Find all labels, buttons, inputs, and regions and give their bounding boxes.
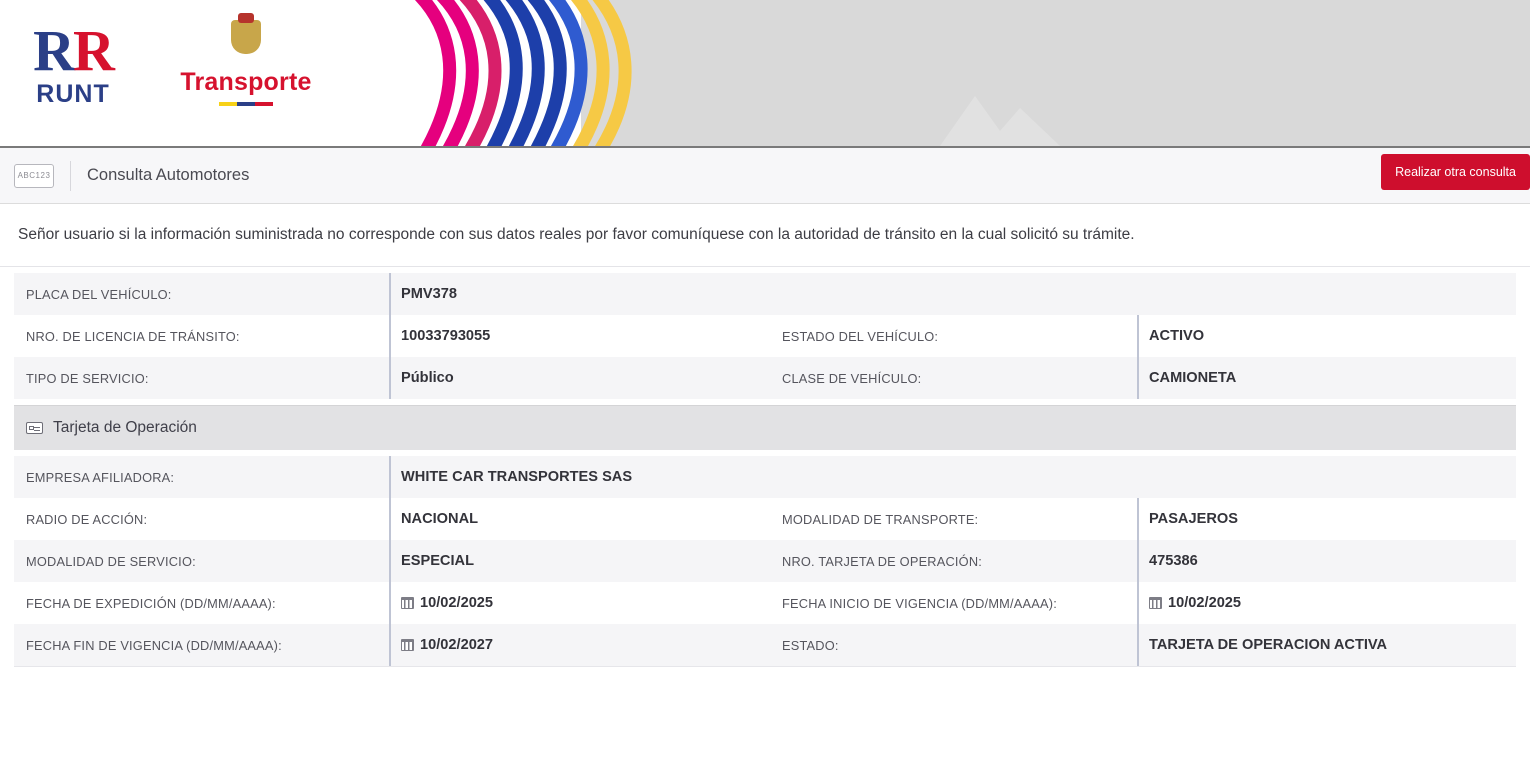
operation-card-icon xyxy=(26,422,43,434)
field-value-text: 10033793055 xyxy=(401,328,491,344)
field-value xyxy=(389,273,1516,315)
colombia-ribbon-icon xyxy=(395,0,695,148)
field-value xyxy=(389,540,770,582)
field-label: NRO. DE LICENCIA DE TRÁNSITO: xyxy=(26,328,240,344)
field-value-text: ACTIVO xyxy=(1149,328,1205,344)
field-value-text: PASAJEROS xyxy=(1149,511,1238,527)
field-label: TIPO DE SERVICIO: xyxy=(26,370,149,386)
field-label: PLACA DEL VEHÍCULO: xyxy=(26,286,172,302)
field-label: NRO. TARJETA DE OPERACIÓN: xyxy=(782,553,983,569)
field-value xyxy=(1137,315,1516,357)
field-value-text: ESPECIAL xyxy=(401,553,474,569)
ministry-transport-logo xyxy=(176,20,316,106)
operation-card-table xyxy=(0,456,1530,666)
field-value-text: 10/02/2025 xyxy=(1168,595,1242,611)
field-value xyxy=(389,498,770,540)
field-value xyxy=(1137,624,1516,666)
field-value-text: CAMIONETA xyxy=(1149,370,1237,386)
field-value-text: NACIONAL xyxy=(401,511,479,527)
field-label: RADIO DE ACCIÓN: xyxy=(26,511,148,527)
field-value-text: 10/02/2025 xyxy=(420,595,494,611)
table-row xyxy=(14,540,1516,582)
field-value-text: TARJETA DE OPERACION ACTIVA xyxy=(1149,637,1388,653)
field-value-text: 475386 xyxy=(1149,553,1198,569)
field-label: FECHA DE EXPEDICIÓN (DD/MM/AAAA): xyxy=(26,595,276,611)
new-query-button[interactable]: Realizar otra consulta xyxy=(1381,154,1530,190)
table-row xyxy=(14,357,1516,399)
field-value xyxy=(389,624,770,666)
field-value xyxy=(389,357,770,399)
field-label: ESTADO DEL VEHÍCULO: xyxy=(782,328,939,344)
field-value xyxy=(389,582,770,624)
table-row xyxy=(14,456,1516,498)
license-plate-icon xyxy=(14,164,54,188)
table-row xyxy=(14,315,1516,357)
vehicle-data-table xyxy=(0,273,1530,399)
field-value-text: PMV378 xyxy=(401,286,457,302)
bottom-divider xyxy=(14,666,1516,667)
page-toolbar xyxy=(0,148,1530,204)
section-title: Tarjeta de Operación xyxy=(53,419,197,436)
runt-monogram-icon xyxy=(18,18,128,83)
license-plate-icon-text: ABC123 xyxy=(17,171,51,180)
header-watermark xyxy=(940,86,1060,146)
runt-logo[interactable] xyxy=(18,18,128,109)
field-label: MODALIDAD DE SERVICIO: xyxy=(26,553,196,569)
runt-wordmark: RUNT xyxy=(36,80,110,108)
colombia-flag-icon xyxy=(219,102,273,106)
page-title: Consulta Automotores xyxy=(87,166,250,184)
table-row xyxy=(14,624,1516,666)
calendar-icon xyxy=(401,639,414,651)
site-header xyxy=(0,0,1530,148)
field-label: EMPRESA AFILIADORA: xyxy=(26,469,175,485)
field-value xyxy=(1137,582,1516,624)
field-value-text: WHITE CAR TRANSPORTES SAS xyxy=(401,469,633,485)
toolbar-divider xyxy=(70,161,71,191)
field-label: FECHA FIN DE VIGENCIA (DD/MM/AAAA): xyxy=(26,637,282,653)
calendar-icon xyxy=(401,597,414,609)
table-row xyxy=(14,582,1516,624)
field-value xyxy=(1137,357,1516,399)
calendar-icon xyxy=(1149,597,1162,609)
user-notice: Señor usuario si la información suministrada no corresponde con sus datos reales por favor comuníquese con la autoridad de tránsito en la cual solicitó su trámite. xyxy=(0,204,1530,267)
field-label: FECHA INICIO DE VIGENCIA (DD/MM/AAAA): xyxy=(782,595,1057,611)
runt-monogram-letter-accent: R xyxy=(73,18,113,83)
field-value-text: Público xyxy=(401,370,454,386)
field-value xyxy=(1137,498,1516,540)
table-row xyxy=(14,498,1516,540)
field-value-text: 10/02/2027 xyxy=(420,637,494,653)
field-value xyxy=(389,315,770,357)
table-row xyxy=(14,273,1516,315)
field-label: ESTADO: xyxy=(782,637,839,653)
colombia-coat-of-arms-icon xyxy=(228,20,264,64)
field-label: CLASE DE VEHÍCULO: xyxy=(782,370,922,386)
field-value xyxy=(1137,540,1516,582)
ministry-wordmark: Transporte xyxy=(180,68,312,96)
field-value xyxy=(389,456,1516,498)
section-header-operation-card xyxy=(14,405,1516,450)
runt-monogram-letter: R xyxy=(33,18,73,83)
field-label: MODALIDAD DE TRANSPORTE: xyxy=(782,511,979,527)
